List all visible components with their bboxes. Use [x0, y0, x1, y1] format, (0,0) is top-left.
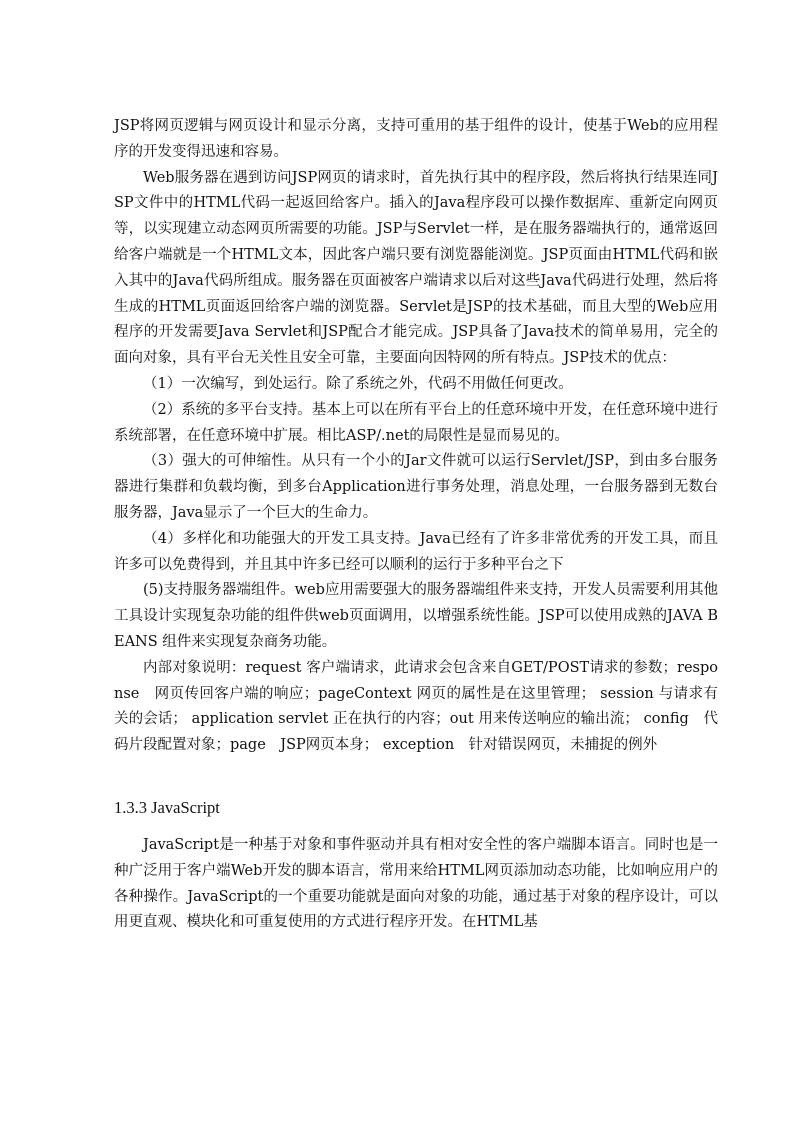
paragraph-javascript: JavaScript是一种基于对象和事件驱动并具有相对安全性的客户端脚本语言。同时也是一种广泛用于客户端Web开发的脚本语言，常用来给HTML网页添加动态功能，比如响应用户的各种操作。JavaScript的一个重要功能就是面向对象的功能，通过基于对象的程序设计，可以用更直观、模块化和可重复使用的方式进行程序开发。在HTML基	[114, 836, 718, 931]
section-spacer	[114, 759, 718, 793]
section-heading: 1.3.3 JavaScript	[114, 797, 220, 817]
paragraph-jsp-intro: JSP将网页逻辑与网页设计和显示分离，支持可重用的基于组件的设计，使基于Web的应用程序的开发变得迅速和容易。	[114, 118, 718, 160]
paragraph-web-server: Web服务器在遇到访问JSP网页的请求时，首先执行其中的程序段，然后将执行结果连同JSP文件中的HTML代码一起返回给客户。插入的Java程序段可以操作数据库、重新定向网页等，以实现建立动态网页所需要的功能。JSP与Servlet一样，是在服务器端执行的，通常返回给客户端就是一个HTML文本，因此客户端只要有浏览器能浏览。JSP页面由HTML代码和嵌入其中的Java代码所组成。服务器在页面被客户端请求以后对这些Java代码进行处理，然后将生成的HTML页面返回给客户端的浏览器。Servlet是JSP的技术基础，而且大型的Web应用程序的开发需要Java Servlet和JSP配合才能完成。JSP具备了Java技术的简单易用，完全的面向对象，具有平台无关性且安全可靠，主要面向因特网的所有特点。JSP技术的优点：	[114, 169, 718, 367]
paragraph-advantage-3: （3）强大的可伸缩性。从只有一个小的Jar文件就可以运行Servlet/JSP，到由多台服务器进行集群和负载均衡，到多台Application进行事务处理，消息处理，一台服务器到无数台服务器，Java显示了一个巨大的生命力。	[114, 453, 718, 521]
paragraph-advantage-4: （4）多样化和功能强大的开发工具支持。Java已经有了许多非常优秀的开发工具，而且许多可以免费得到，并且其中许多已经可以顺利的运行于多种平台之下	[114, 530, 718, 573]
paragraph-advantage-5: (5)支持服务器端组件。web应用需要强大的服务器端组件来支持，开发人员需要利用其他工具设计实现复杂功能的组件供web页面调用，以增强系统性能。JSP可以使用成熟的JAVA BEANS 组件来实现复杂商务功能。	[114, 582, 718, 650]
paragraph-internal-objects: 内部对象说明：request 客户端请求，此请求会包含来自GET/POST请求的参数；response 网页传回客户端的响应；pageContext 网页的属性是在这里管理； session 与请求有关的会话； application servlet 正在执行的内容；out 用来传送响应的输出流； config 代码片段配置对象；page JSP网页本身； exception 针对错误网页，未捕捉的例外	[114, 659, 718, 754]
paragraph-advantage-1: （1）一次编写，到处运行。除了系统之外，代码不用做任何更改。	[143, 375, 573, 392]
heading-spacer	[114, 823, 718, 833]
paragraph-advantage-2: （2）系统的多平台支持。基本上可以在所有平台上的任意环境中开发，在任意环境中进行系统部署，在任意环境中扩展。相比ASP/.net的局限性是显而易见的。	[114, 401, 718, 444]
page-content	[114, 114, 718, 936]
